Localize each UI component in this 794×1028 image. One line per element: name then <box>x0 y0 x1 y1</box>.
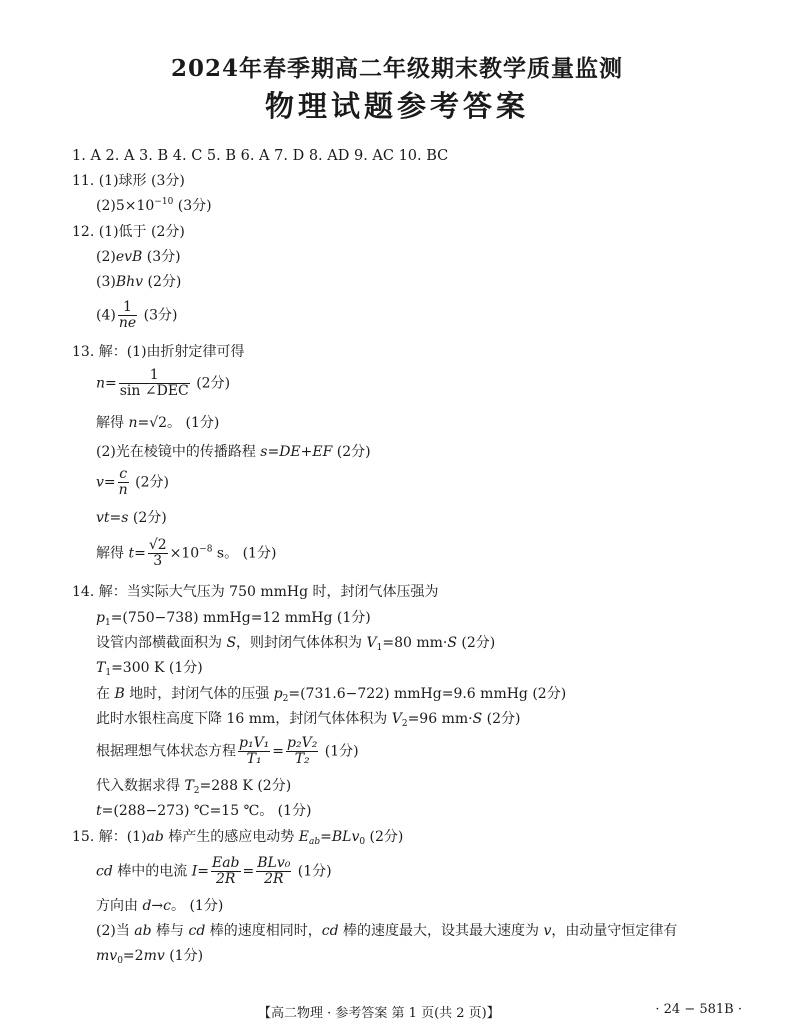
multiple-choice-answers: 1. A 2. A 3. B 4. C 5. B 6. A 7. D 8. AD 9. AC 10. BC <box>72 148 449 164</box>
q12-part4: (4) $\frac{1}{ne}$ (3分) <box>96 299 178 331</box>
q13-solution-n: 解得 n=√2。 (1分) <box>96 415 220 431</box>
q15-emf: 15. 解：(1)ab 棒产生的感应电动势 $E_{ab}=BLv_0$ (2分) <box>72 829 404 847</box>
exam-title: 2024年春季期高二年级期末教学质量监测 <box>170 55 623 82</box>
q13-vt-formula: vt=s (2分) <box>96 510 167 526</box>
q14-p2: 在 B 地时，封闭气体的压强 $p_2=(731.6-722)$ mmHg=9.6 mmHg (2分) <box>96 686 567 704</box>
q14-v1: 设管内部横截面积为 S，则封闭气体体积为 $V_1=80$ mm·S (2分) <box>96 635 496 653</box>
q12-part3: (3)Bhv (2分) <box>96 274 182 290</box>
q11-part1: 11. (1)球形 (3分) <box>72 173 185 189</box>
exam-subtitle: 物理试题参考答案 <box>264 89 529 123</box>
q15-momentum-formula: $mv_0=2mv$ (1分) <box>96 948 204 966</box>
q12-part2: (2)evB (3分) <box>96 249 181 265</box>
q14-p1: $p_1=(750-738)$ mmHg=12 mmHg (1分) <box>96 610 371 628</box>
q13-refraction-formula: n= $\frac{1}{\text{sin ∠DEC}}$ (2分) <box>96 367 231 399</box>
page-footer: 【高二物理 · 参考答案 第 1 页(共 2 页)】 <box>258 1006 500 1021</box>
q14-t1: $T_1=300$ K (1分) <box>96 660 203 678</box>
q14-heading: 14. 解：当实际大气压为 750 mmHg 时，封闭气体压强为 <box>72 584 439 600</box>
q12-part1: 12. (1)低于 (2分) <box>72 224 185 240</box>
q14-gas-law: 根据理想气体状态方程 $\frac{\text{p₁V₁}}{\text{T₁}}$ = $\frac{\text{p₂V₂}}{\text{T₂}}$ (1分) <box>96 735 359 767</box>
q13-heading: 13. 解：(1)由折射定律可得 <box>72 344 245 360</box>
q15-momentum-text: (2)当 ab 棒与 cd 棒的速度相同时，cd 棒的速度最大，设其最大速度为 v，由动量守恒定律有 <box>96 923 678 939</box>
q11-part2: $(2)5\times 10^{-10}$ (3分) <box>96 197 212 214</box>
q14-celsius: t=(288−273) ℃=15 ℃。 (1分) <box>96 803 312 819</box>
q14-v2: 此时水银柱高度下降 16 mm，封闭气体体积为 $V_2=96$ mm·S (2分) <box>96 711 521 729</box>
q15-direction: 方向由 d→c。 (1分) <box>96 898 224 914</box>
q13-solution-t: 解得 t= $\frac{√2}{3}$ $\times 10^{-8}$ s。 (1分) <box>96 537 277 569</box>
q13-path: (2)光在棱镜中的传播路程 s=DE+EF (2分) <box>96 444 371 460</box>
q13-velocity-formula: v= $\frac{c}{n}$ (2分) <box>96 466 169 498</box>
q14-t2: 代入数据求得 $T_2=288$ K (2分) <box>96 778 292 796</box>
paper-code: · 24 − 581B · <box>655 1002 742 1017</box>
q15-current: cd 棒中的电流 I= $\frac{\text{Eab}}{2R}$ = $\frac{\text{BLv₀}}{2R}$ (1分) <box>96 855 332 887</box>
